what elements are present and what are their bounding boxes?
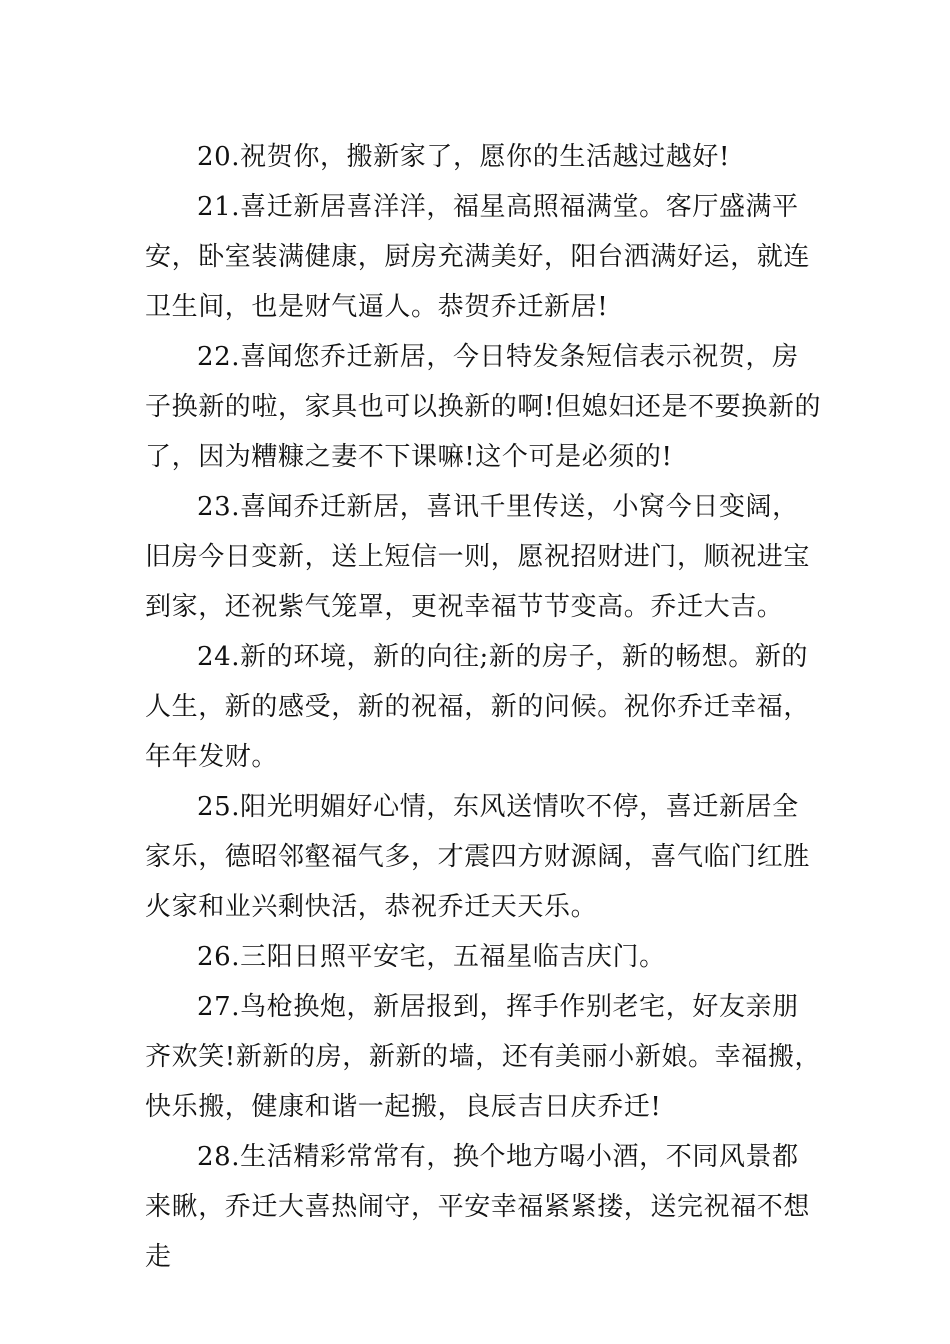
paragraph-22: 22.喜闻您乔迁新居，今日特发条短信表示祝贺，房子换新的啦，家具也可以换新的啊!但媳妇还是不要换新的了，因为糟糠之妻不下课嘛!这个可是必须的!: [145, 342, 822, 472]
document-body: [145, 132, 825, 1282]
paragraph-20: 20.祝贺你，搬新家了，愿你的生活越过越好!: [197, 142, 730, 172]
paragraph-27: 27.鸟枪换炮，新居报到，挥手作别老宅，好友亲朋齐欢笑!新新的房，新新的墙，还有美丽小新娘。幸福搬，快乐搬，健康和谐一起搬，良辰吉日庆乔迁!: [145, 992, 822, 1122]
paragraph-26: 26.三阳日照平安宅，五福星临吉庆门。: [197, 942, 666, 972]
paragraph-21: 21.喜迁新居喜洋洋，福星高照福满堂。客厅盛满平安，卧室装满健康，厨房充满美好，阳台洒满好运，就连卫生间，也是财气逼人。恭贺乔迁新居!: [145, 192, 811, 322]
paragraph-28: 28.生活精彩常常有，换个地方喝小酒，不同风景都来瞅，乔迁大喜热闹守，平安幸福紧紧搂，送完祝福不想走: [145, 1142, 811, 1272]
paragraph-25: 25.阳光明媚好心情，东风送情吹不停，喜迁新居全家乐，德昭邻壑福气多，才震四方财源阔，喜气临门红胜火家和业兴剩快活，恭祝乔迁天天乐。: [145, 792, 811, 922]
paragraph-23: 23.喜闻乔迁新居，喜讯千里传送，小窝今日变阔，旧房今日变新，送上短信一则，愿祝招财进门，顺祝进宝到家，还祝紫气笼罩，更祝幸福节节变高。乔迁大吉。: [145, 492, 811, 622]
paragraph-24: 24.新的环境，新的向往;新的房子，新的畅想。新的人生，新的感受，新的祝福，新的问候。祝你乔迁幸福，年年发财。: [145, 642, 811, 772]
